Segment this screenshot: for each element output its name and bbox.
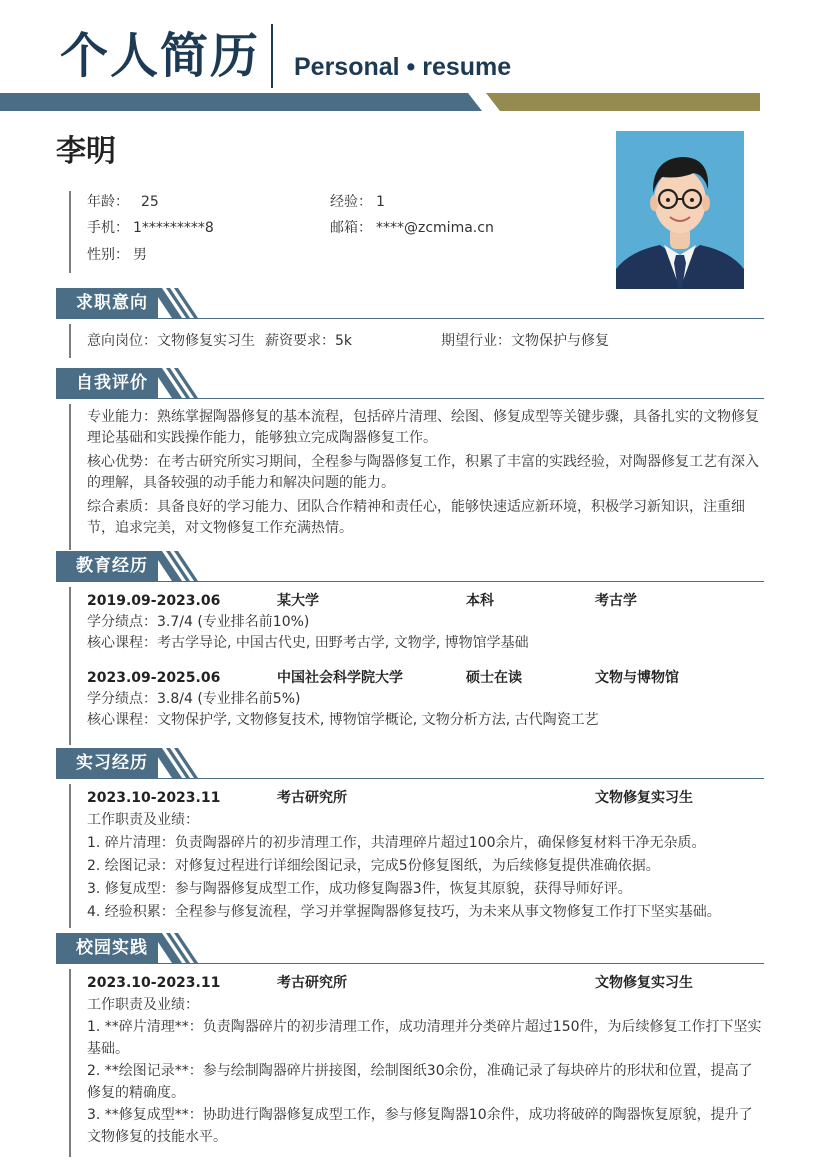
- resume-header: [0, 0, 820, 112]
- avatar: [616, 131, 744, 289]
- email-field: [330, 218, 494, 238]
- edu-school: 某大学: [277, 593, 319, 609]
- stripes-icon: [152, 368, 204, 398]
- section-body: [69, 784, 764, 928]
- phone-field: [87, 218, 214, 238]
- intent-position: 意向岗位：文物修复实习生: [87, 333, 255, 349]
- list-item: 3. **修复成型**：协助进行陶器修复成型工作，参与修复陶器10余件，成功将破碎的陶器恢复原貌，提升了文物修复的技能水平。: [87, 1107, 753, 1145]
- section-job-intent: [56, 288, 764, 358]
- section-title: 自我评价: [76, 373, 148, 393]
- section-header: [56, 748, 764, 780]
- edu-entry-header: [87, 667, 764, 689]
- experience-value: 1: [376, 194, 385, 210]
- stripes-icon: [152, 288, 204, 318]
- header-band-blue: [0, 93, 482, 111]
- edu-gpa: 学分绩点：3.8/4 (专业排名前5%): [87, 691, 301, 707]
- section-header: [56, 288, 764, 320]
- edu-degree: 本科: [466, 593, 494, 609]
- eval-professional: 专业能力：熟练掌握陶器修复的基本流程，包括碎片清理、绘图、修复成型等关键步骤，具备扎实的文物修复理论基础和实践操作能力，能够独立完成陶器修复工作。: [87, 409, 759, 446]
- page-title: 个人简历: [60, 28, 261, 84]
- email-value: ****@zcmima.cn: [376, 220, 494, 236]
- section-header: [56, 933, 764, 965]
- header-band-olive: [486, 93, 760, 111]
- edu-gpa: 学分绩点：3.7/4 (专业排名前10%): [87, 614, 310, 630]
- edu-period: 2023.09-2025.06: [87, 670, 221, 686]
- campus-duty-label: 工作职责及业绩：: [87, 997, 199, 1013]
- page-subtitle: Personal • resume: [294, 53, 512, 81]
- edu-major: 考古学: [595, 593, 637, 609]
- internship-role: 文物修复实习生: [595, 790, 693, 806]
- list-item: 2. **绘图记录**：参与绘制陶器碎片拼接图，绘制图纸30余份，准确记录了每块碎片的形状和位置，提高了修复的精确度。: [87, 1063, 753, 1101]
- gender-value: 男: [133, 247, 147, 263]
- section-rule: [56, 581, 764, 582]
- eval-quality: 综合素质：具备良好的学习能力、团队合作精神和责任心，能够快速适应新环境，积极学习新知识，注重细节，追求完美，对文物修复工作充满热情。: [87, 499, 745, 536]
- email-label: 邮箱：: [330, 220, 372, 236]
- campus-period: 2023.10-2023.11: [87, 975, 221, 991]
- section-rule: [56, 318, 764, 319]
- edu-courses: 核心课程：文物保护学, 文物修复技术, 博物馆学概论, 文物分析方法, 古代陶瓷工艺: [87, 712, 599, 728]
- campus-role: 文物修复实习生: [595, 975, 693, 991]
- section-title: 实习经历: [76, 753, 148, 773]
- section-title: 教育经历: [76, 556, 148, 576]
- edu-major: 文物与博物馆: [595, 670, 679, 686]
- section-internship: [56, 748, 764, 928]
- experience-field: [330, 192, 385, 212]
- campus-header: [87, 972, 764, 994]
- phone-value: 1*********8: [133, 220, 214, 236]
- section-self-evaluation: [56, 368, 764, 550]
- eval-strength: 核心优势：在考古研究所实习期间，全程参与陶器修复工作，积累了丰富的实践经验，对陶器修复工艺有深入的理解，具备较强的动手能力和解决问题的能力。: [87, 454, 759, 491]
- section-body: [69, 969, 764, 1157]
- experience-label: 经验：: [330, 194, 372, 210]
- campus-org: 考古研究所: [277, 975, 347, 991]
- list-item: 4. 经验积累：全程参与修复流程，学习并掌握陶器修复技巧，为未来从事文物修复工作打下坚实基础。: [87, 904, 721, 920]
- section-rule: [56, 963, 764, 964]
- stripes-icon: [152, 933, 204, 963]
- list-item: 1. 碎片清理：负责陶器碎片的初步清理工作，共清理碎片超过100余片，确保修复材料干净无杂质。: [87, 835, 706, 851]
- edu-school: 中国社会科学院大学: [277, 670, 403, 686]
- section-body: [69, 324, 764, 358]
- stripes-icon: [152, 551, 204, 581]
- section-body: [69, 587, 764, 745]
- age-field: [87, 192, 159, 212]
- info-divider: [69, 191, 71, 273]
- candidate-name: 李明: [56, 134, 116, 169]
- list-item: 3. 修复成型：参与陶器修复成型工作，成功修复陶器3件，恢复其原貌，获得导师好评。: [87, 881, 632, 897]
- gender-label: 性别：: [87, 247, 129, 263]
- list-item: 1. **碎片清理**：负责陶器碎片的初步清理工作，成功清理并分类碎片超过150件，为后续修复工作打下坚实基础。: [87, 1019, 762, 1057]
- title-divider: [271, 24, 273, 88]
- section-title: 求职意向: [76, 293, 148, 313]
- section-education: [56, 551, 764, 745]
- gender-field: [87, 245, 147, 265]
- internship-org: 考古研究所: [277, 790, 347, 806]
- age-value: 25: [141, 194, 159, 210]
- intent-industry: 期望行业：文物保护与修复: [441, 333, 609, 349]
- section-header: [56, 368, 764, 400]
- section-body: [69, 404, 764, 550]
- section-rule: [56, 778, 764, 779]
- edu-entry-header: [87, 590, 764, 612]
- list-item: 2. 绘图记录：对修复过程进行详细绘图记录，完成5份修复图纸，为后续修复提供准确依据。: [87, 858, 660, 874]
- intent-salary: 薪资要求：5k: [265, 333, 353, 349]
- internship-period: 2023.10-2023.11: [87, 790, 221, 806]
- avatar-portrait: [616, 131, 744, 289]
- phone-label: 手机：: [87, 220, 129, 236]
- age-label: 年龄：: [87, 194, 129, 210]
- edu-period: 2019.09-2023.06: [87, 593, 221, 609]
- edu-degree: 硕士在读: [466, 670, 522, 686]
- edu-courses: 核心课程：考古学导论, 中国古代史, 田野考古学, 文物学, 博物馆学基础: [87, 635, 529, 651]
- section-header: [56, 551, 764, 583]
- section-rule: [56, 398, 764, 399]
- internship-header: [87, 787, 764, 809]
- internship-duty-label: 工作职责及业绩：: [87, 812, 199, 828]
- stripes-icon: [152, 748, 204, 778]
- section-title: 校园实践: [76, 938, 148, 958]
- section-campus-practice: [56, 933, 764, 1157]
